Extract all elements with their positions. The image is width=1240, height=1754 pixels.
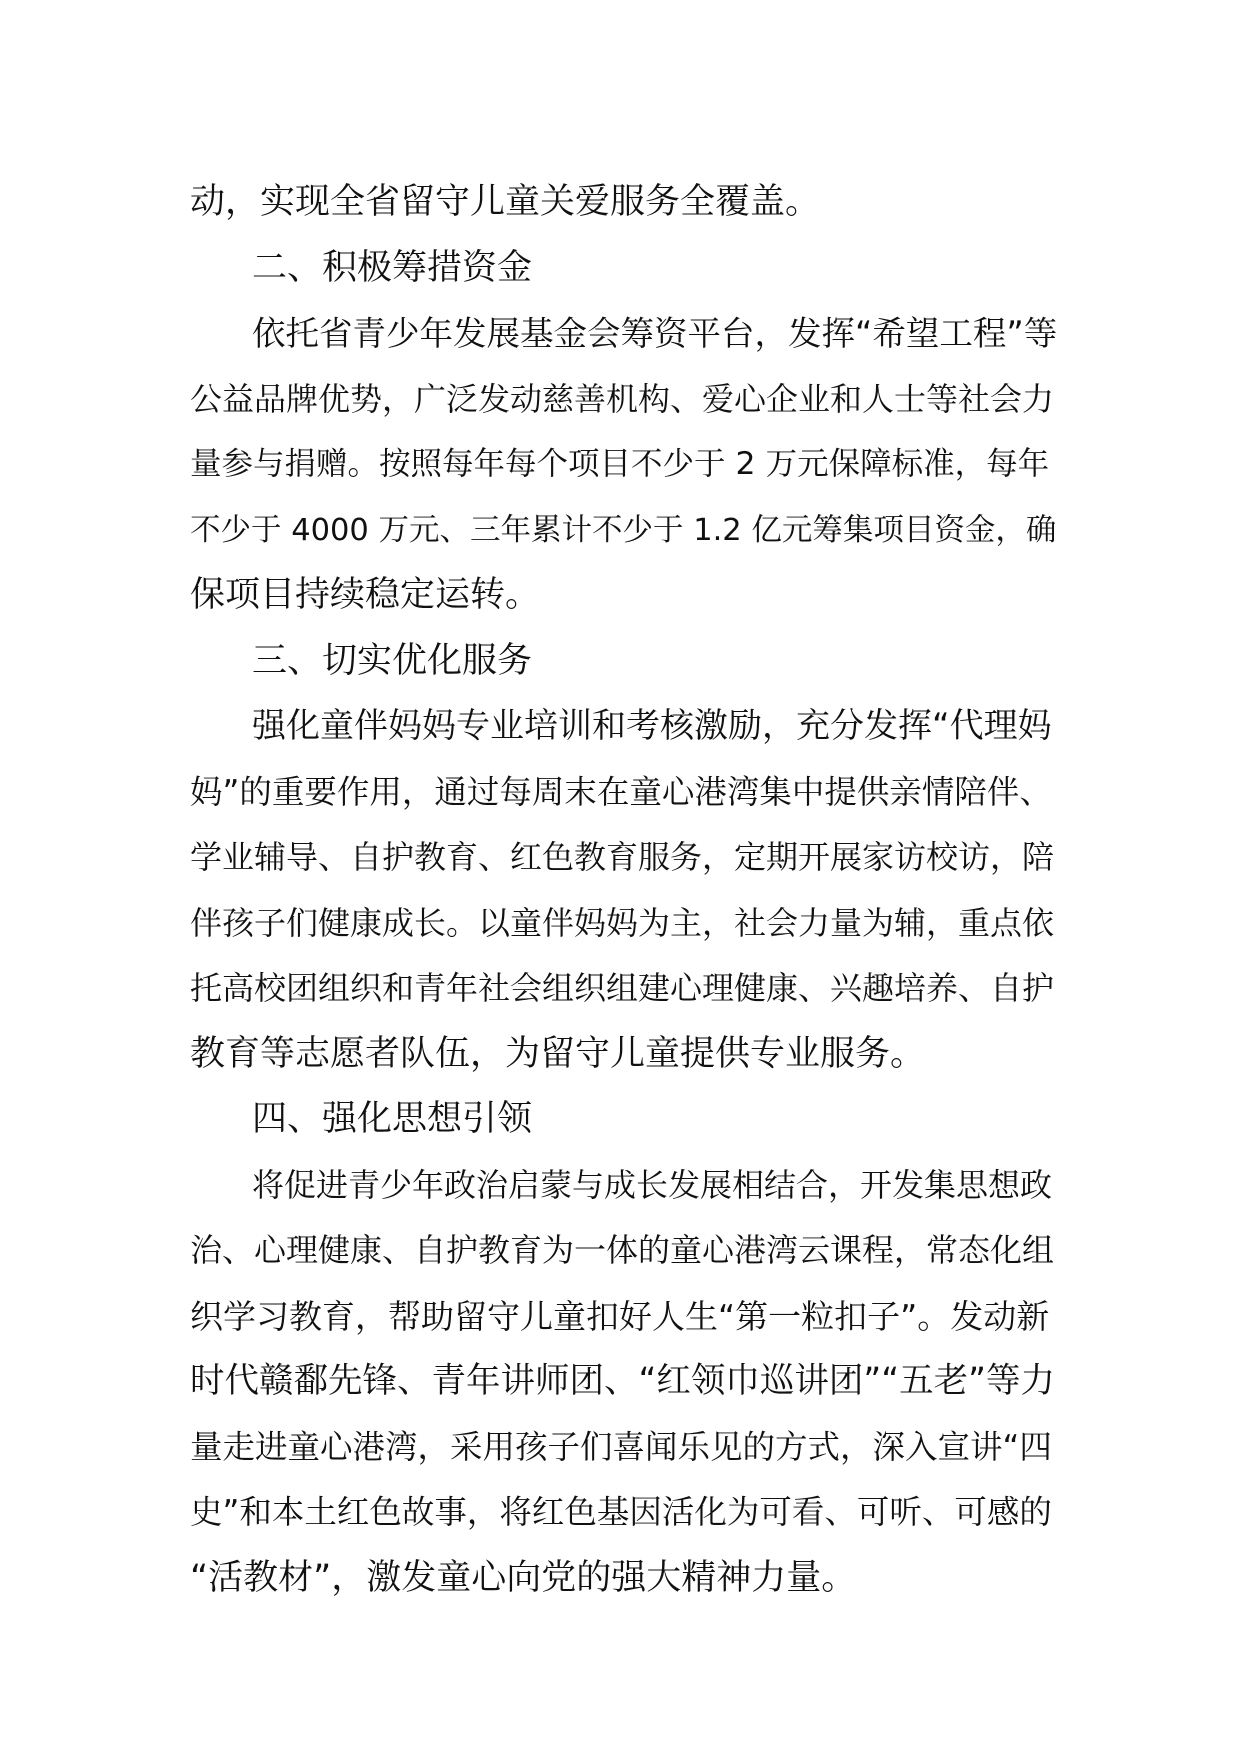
document-body <box>190 170 1058 1611</box>
text-line: 妈”的重要作用，通过每周末在童心港湾集中提供亲情陪伴、 <box>190 772 1052 811</box>
text-line: 保项目持续稳定运转。 <box>190 575 541 615</box>
text-line: 不少于 4000 万元、三年累计不少于 1.2 亿元筹集项目资金，确 <box>190 512 1057 548</box>
text-line: “活教材”，激发童心向党的强大精神力量。 <box>190 1557 857 1598</box>
text-line: 教育等志愿者队伍，为留守儿童提供专业服务。 <box>190 1033 926 1074</box>
text-line: 依托省青少年发展基金会筹资平台，发挥“希望工程”等 <box>252 314 1058 353</box>
text-line: 强化童伴妈妈专业培训和考核激励，充分发挥“代理妈 <box>252 706 1052 746</box>
text-line: 二、积极筹措资金 <box>252 247 533 288</box>
text-line: 托高校团组织和青年社会组织组建心理健康、兴趣培养、自护 <box>190 969 1055 1007</box>
text-line: 公益品牌优势，广泛发动慈善机构、爱心企业和人士等社会力 <box>190 379 1055 418</box>
text-line: 量走进童心港湾，采用孩子们喜闻乐见的方式，深入宣讲“四 <box>190 1427 1052 1466</box>
text-line: 将促进青少年政治启蒙与成长发展相结合，开发集思想政 <box>252 1165 1053 1204</box>
text-line: 三、切实优化服务 <box>252 640 533 681</box>
text-line: 伴孩子们健康成长。以童伴妈妈为主，社会力量为辅，重点依 <box>190 903 1055 942</box>
text-line: 量参与捐赠。按照每年每个项目不少于 2 万元保障标准，每年 <box>190 446 1050 482</box>
text-line: 动，实现全省留守儿童关爱服务全覆盖。 <box>190 182 821 222</box>
text-line: 四、强化思想引领 <box>252 1099 533 1139</box>
text-line: 时代赣鄱先锋、青年讲师团、“红领巾巡讲团”“五老”等力 <box>190 1361 1055 1401</box>
text-line: 治、心理健康、自护教育为一体的童心港湾云课程，常态化组 <box>190 1231 1055 1269</box>
text-line: 学业辅导、自护教育、红色教育服务，定期开展家访校访，陪 <box>190 838 1055 876</box>
text-line: 史”和本土红色故事，将红色基因活化为可看、可听、可感的 <box>190 1493 1052 1531</box>
text-line: 织学习教育，帮助留守儿童扣好人生“第一粒扣子”。发动新 <box>190 1296 1050 1336</box>
